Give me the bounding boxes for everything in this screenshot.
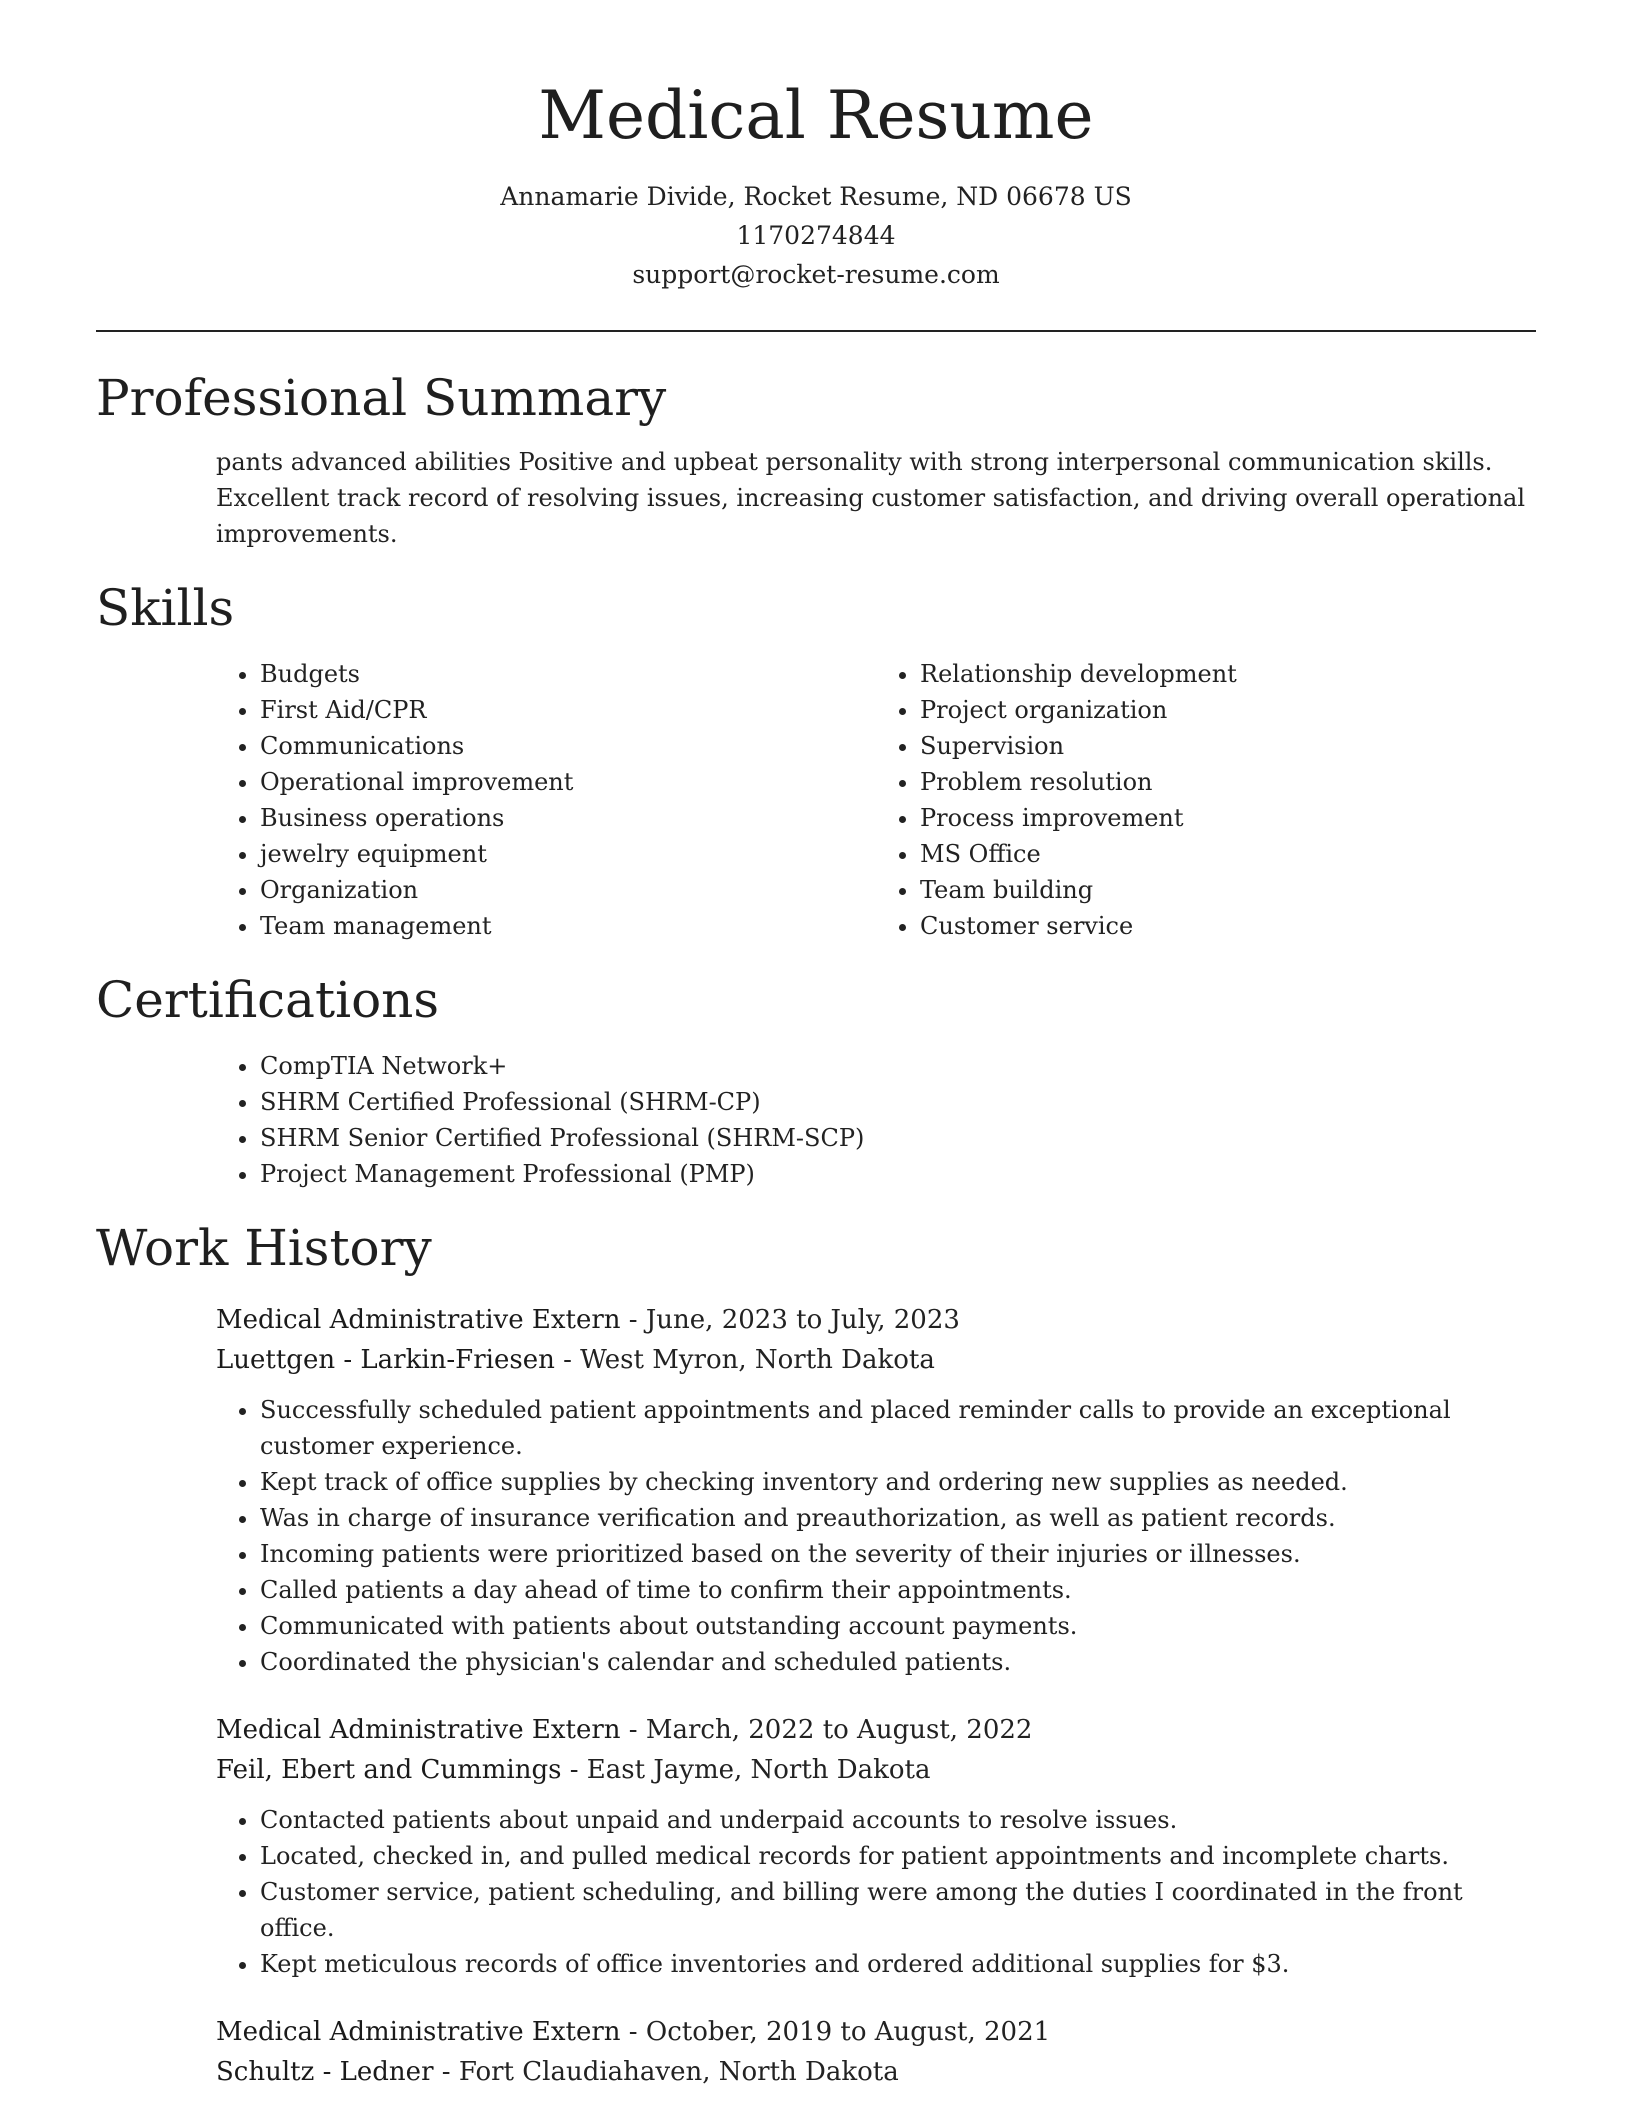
job-title-line: Medical Administrative Extern - March, 2022 to August, 2022 — [216, 1714, 1033, 1745]
contact-address: Annamarie Divide, Rocket Resume, ND 06678 US — [500, 181, 1132, 211]
summary-heading: Professional Summary — [96, 368, 667, 427]
job-duty: • Customer service, patient scheduling, and billing were among the duties I coordinated in the front office. — [260, 1874, 1536, 1946]
certification-item: • Project Management Professional (PMP) — [260, 1156, 1536, 1192]
resume-header — [96, 0, 1536, 294]
job-company-line: Luettgen - Larkin-Friesen - West Myron, North Dakota — [216, 1344, 935, 1375]
skills-list-right — [876, 656, 1536, 944]
header-divider — [96, 330, 1536, 332]
work-history-heading: Work History — [96, 1218, 432, 1277]
skills-list-left — [216, 656, 876, 944]
job-entry — [216, 2012, 1536, 2092]
skill-item: • Team management — [260, 908, 876, 944]
skill-item: • Supervision — [920, 728, 1536, 764]
job-role: Medical Administrative Extern — [216, 2016, 621, 2047]
job-role: Medical Administrative Extern — [216, 1714, 621, 1745]
job-location: West Myron, North Dakota — [580, 1344, 935, 1375]
skill-item: • Project organization — [920, 692, 1536, 728]
skill-item: • Operational improvement — [260, 764, 876, 800]
contact-email: support@rocket-resume.com — [632, 259, 1000, 289]
job-entry — [216, 1710, 1536, 1982]
skill-item: • Customer service — [920, 908, 1536, 944]
skill-item: • Communications — [260, 728, 876, 764]
skill-item: • Relationship development — [920, 656, 1536, 692]
certifications-heading: Certifications — [96, 970, 440, 1029]
resume-page — [96, 0, 1536, 2092]
job-role: Medical Administrative Extern — [216, 1304, 621, 1335]
skill-item: • Problem resolution — [920, 764, 1536, 800]
certification-item: • SHRM Senior Certified Professional (SHRM-SCP) — [260, 1120, 1536, 1156]
job-location: East Jayme, North Dakota — [586, 1754, 931, 1785]
skill-item: • Team building — [920, 872, 1536, 908]
job-duty: • Kept meticulous records of office inventories and ordered additional supplies for $3. — [260, 1946, 1536, 1982]
job-dates: March, 2022 to August, 2022 — [645, 1714, 1033, 1745]
job-dates: October, 2019 to August, 2021 — [645, 2016, 1051, 2047]
job-duty: • Located, checked in, and pulled medical records for patient appointments and incomplete charts. — [260, 1838, 1536, 1874]
skill-item: • Business operations — [260, 800, 876, 836]
job-duty: • Called patients a day ahead of time to confirm their appointments. — [260, 1572, 1536, 1608]
job-entry — [216, 1300, 1536, 1680]
resume-title: Medical Resume — [538, 77, 1094, 154]
skill-item: • Budgets — [260, 656, 876, 692]
job-duty: • Coordinated the physician's calendar and scheduled patients. — [260, 1644, 1536, 1680]
job-location: Fort Claudiahaven, North Dakota — [458, 2056, 899, 2087]
certifications-section — [96, 970, 1536, 1192]
summary-section — [96, 368, 1536, 552]
job-duty: • Contacted patients about unpaid and underpaid accounts to resolve issues. — [260, 1802, 1536, 1838]
skill-item: • jewelry equipment — [260, 836, 876, 872]
job-company-line: Schultz - Ledner - Fort Claudiahaven, North Dakota — [216, 2056, 899, 2087]
job-company: Schultz - Ledner — [216, 2056, 434, 2087]
certification-item: • SHRM Certified Professional (SHRM-CP) — [260, 1084, 1536, 1120]
skill-item: • Process improvement — [920, 800, 1536, 836]
job-duty: • Was in charge of insurance verification and preauthorization, as well as patient records. — [260, 1500, 1536, 1536]
job-title-line: Medical Administrative Extern - June, 2023 to July, 2023 — [216, 1304, 960, 1335]
job-dates: June, 2023 to July, 2023 — [645, 1304, 960, 1335]
skill-item: • Organization — [260, 872, 876, 908]
contact-phone: 1170274844 — [736, 220, 896, 250]
certifications-list — [216, 1048, 1536, 1192]
skills-section — [96, 578, 1536, 944]
certification-item: • CompTIA Network+ — [260, 1048, 1536, 1084]
skill-item: • MS Office — [920, 836, 1536, 872]
skill-item: • First Aid/CPR — [260, 692, 876, 728]
job-duty: • Incoming patients were prioritized based on the severity of their injuries or illnesses. — [260, 1536, 1536, 1572]
work-history-section — [96, 1218, 1536, 2092]
job-duties-list — [96, 1802, 1536, 1982]
job-duty: • Kept track of office supplies by checking inventory and ordering new supplies as needed. — [260, 1464, 1536, 1500]
job-duties-list — [96, 1392, 1536, 1680]
job-title-line: Medical Administrative Extern - October, 2019 to August, 2021 — [216, 2016, 1051, 2047]
skills-grid — [216, 656, 1536, 944]
job-duty: • Communicated with patients about outstanding account payments. — [260, 1608, 1536, 1644]
skills-heading: Skills — [96, 578, 235, 637]
job-company-line: Feil, Ebert and Cummings - East Jayme, North Dakota — [216, 1754, 931, 1785]
job-duty: • Successfully scheduled patient appointments and placed reminder calls to provide an exceptional customer experience. — [260, 1392, 1536, 1464]
job-company: Luettgen - Larkin-Friesen — [216, 1344, 555, 1375]
job-company: Feil, Ebert and Cummings — [216, 1754, 562, 1785]
summary-text: pants advanced abilities Positive and upbeat personality with strong interpersonal communication skills. Excellent track record of resolving issues, increasing customer satisfaction, and driving overall operational improvements. — [216, 447, 1526, 548]
